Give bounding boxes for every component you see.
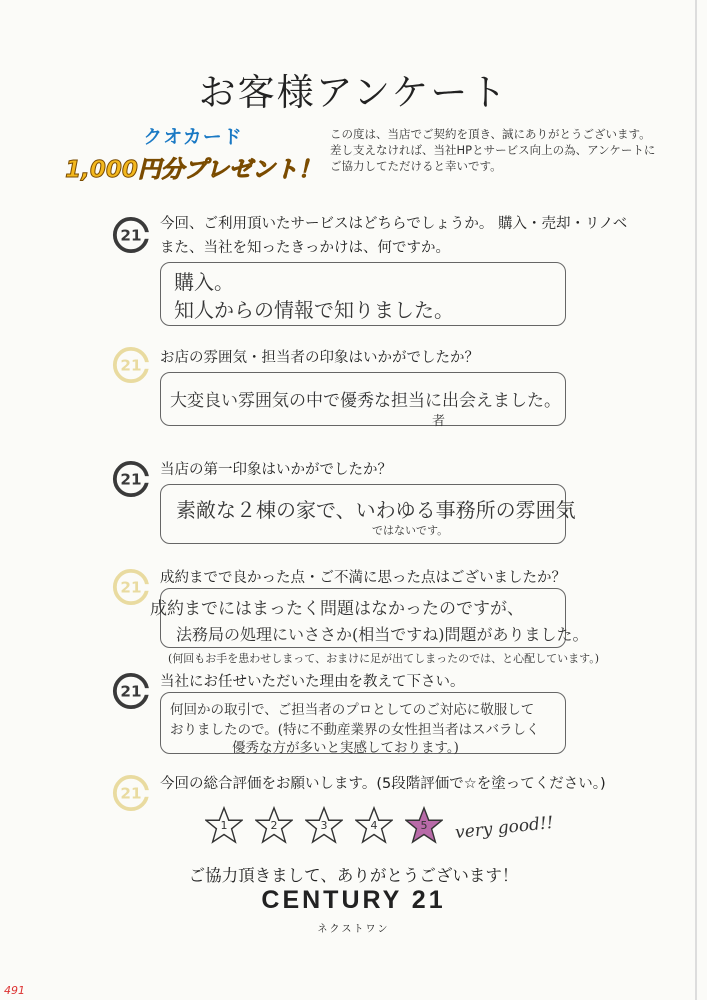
rating-star-2[interactable] bbox=[255, 806, 293, 844]
star-number: 4 bbox=[370, 819, 378, 832]
century21-badge-icon bbox=[112, 346, 150, 384]
intro-line: ご協力してただけると幸いです。 bbox=[330, 159, 502, 173]
century21-badge-icon bbox=[112, 460, 150, 498]
question-6: 今回の総合評価をお願いします。(5段階評価で☆を塗ってください。) bbox=[160, 776, 606, 792]
promo-line-2: 1,000円分プレゼント！ bbox=[65, 157, 321, 183]
answer-1-line-2: 知人からの情報で知りました。 bbox=[174, 298, 454, 322]
answer-4-line-3: (何回もお手を患わせしまって、おまけに足が出てしまったのでは、と心配しています。) bbox=[168, 652, 599, 665]
century21-badge-icon bbox=[112, 568, 150, 606]
answer-5-line-3: 優秀な方が多いと実感しております。) bbox=[232, 740, 459, 756]
rating-comment: very good!! bbox=[454, 812, 555, 844]
intro-line: 差し支えなければ、当社HPとサービス向上の為、アンケートに bbox=[330, 143, 656, 157]
star-number: 3 bbox=[320, 819, 328, 832]
answer-5-line-1: 何回かの取引で、ご担当者のプロとしてのご対応に敬服して bbox=[170, 702, 535, 718]
badge-label: 21 bbox=[120, 226, 142, 245]
answer-1-line-1: 購入。 bbox=[174, 270, 234, 294]
question-4: 成約までで良かった点・ご不満に思った点はございましたか？ bbox=[160, 570, 566, 586]
century21-badge-icon bbox=[112, 216, 150, 254]
brand-logo-text: CENTURY 21 bbox=[261, 886, 446, 914]
branch-name: ネクストワン bbox=[317, 924, 390, 935]
rating-star-4[interactable] bbox=[355, 806, 393, 844]
star-number: 2 bbox=[270, 819, 278, 832]
century21-badge-icon bbox=[112, 774, 150, 812]
badge-label: 21 bbox=[120, 578, 142, 597]
rating-star-1[interactable] bbox=[205, 806, 243, 844]
thanks-message: ご協力頂きまして、ありがとうございます！ bbox=[188, 866, 519, 885]
question-3: 当店の第一印象はいかがでしたか？ bbox=[160, 462, 392, 478]
question-5: 当社にお任せいただいた理由を教えて下さい。 bbox=[160, 674, 465, 690]
badge-label: 21 bbox=[120, 784, 142, 803]
question-1-line-1: 今回、ご利用頂いたサービスはどちらでしょうか。 購入・売却・リノベ bbox=[160, 216, 628, 232]
scan-edge bbox=[695, 0, 697, 1000]
star-number: 5 bbox=[420, 819, 428, 832]
badge-label: 21 bbox=[120, 682, 142, 701]
star-rating bbox=[205, 806, 445, 850]
answer-2-line-1: 大変良い雰囲気の中で優秀な担当に出会えました。 bbox=[170, 391, 561, 411]
answer-4-line-2: 法務局の処理にいささか(相当ですね)問題がありました。 bbox=[176, 625, 589, 644]
answer-2-note: 者 bbox=[432, 414, 446, 429]
intro-line: この度は、当店でご契約を頂き、誠にありがとうございます。 bbox=[330, 127, 651, 141]
rating-star-5-filled[interactable] bbox=[405, 806, 443, 844]
intro-text bbox=[330, 126, 670, 174]
answer-3-line-2: ではないです。 bbox=[372, 524, 449, 537]
badge-label: 21 bbox=[120, 470, 142, 489]
answer-4-line-1: 成約までにはまったく問題はなかったのですが、 bbox=[150, 599, 524, 619]
rating-star-3[interactable] bbox=[305, 806, 343, 844]
answer-5-line-2: おりましたので。(特に不動産業界の女性担当者はスバラしく bbox=[170, 722, 540, 738]
badge-label: 21 bbox=[120, 356, 142, 375]
page-title: お客様アンケート bbox=[198, 71, 509, 114]
promo-banner bbox=[58, 122, 328, 184]
century21-badge-icon bbox=[112, 672, 150, 710]
page-number: 491 bbox=[4, 984, 25, 997]
question-1-line-2: また、当社を知ったきっかけは、何ですか。 bbox=[160, 240, 450, 256]
question-2: お店の雰囲気・担当者の印象はいかがでしたか？ bbox=[160, 350, 479, 366]
promo-line-1: クオカード bbox=[143, 126, 243, 148]
star-number: 1 bbox=[220, 819, 228, 832]
answer-3-line-1: 素敵な２棟の家で、いわゆる事務所の雰囲気 bbox=[176, 498, 576, 522]
